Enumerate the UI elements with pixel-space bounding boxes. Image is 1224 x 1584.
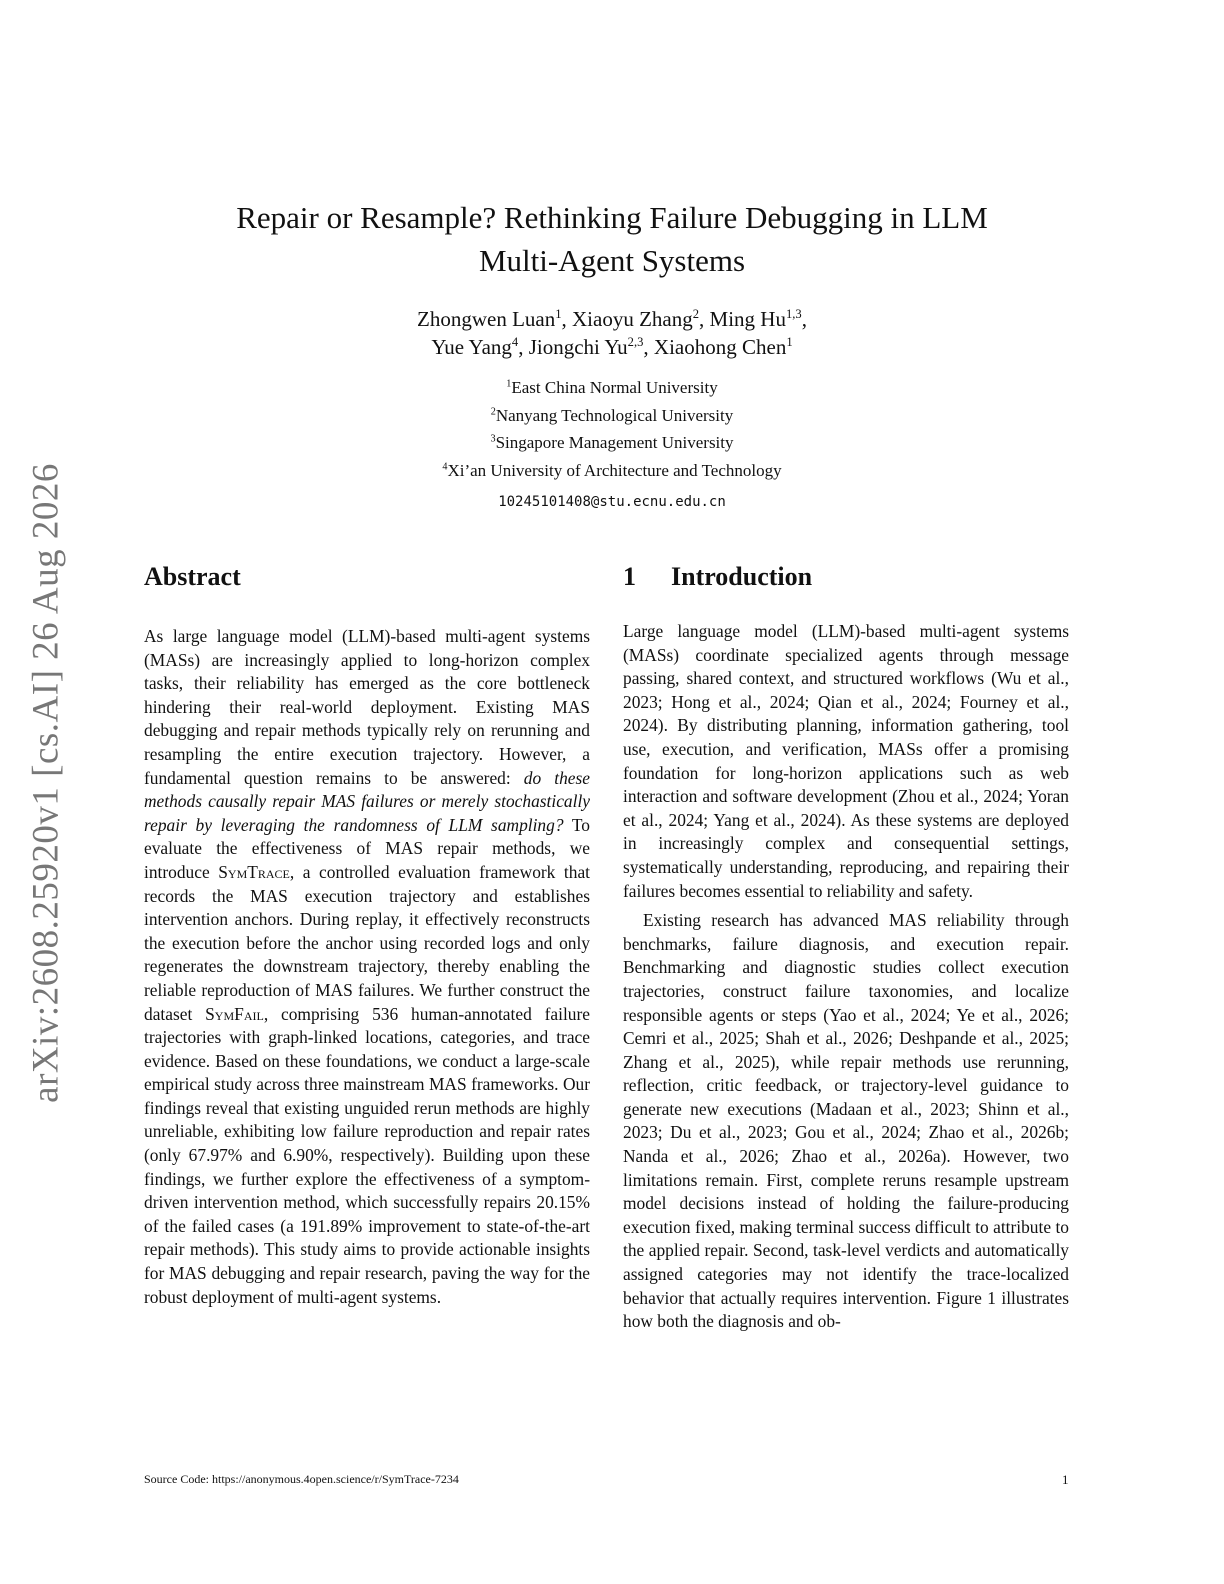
affiliation: $^3$Singapore Management University [490,433,734,452]
contact-email: 10245101408@stu.ecnu.edu.cn [498,494,726,510]
abstract-paragraph: As large language model (LLM)-based multi-agent systems (MASs) are increasingly applied to long-horizon complex tasks, their reliability has emerged as the core bottleneck hindering their real-world deployment. Existing MAS debugging and repair methods typically rely on rerunning and resampling the entire execution trajectory. However, a fundamental question remains to be answered: do these methods causally repair MAS failures or merely stochastically repair by leveraging the randomness of LLM sampling? To evaluate the effectiveness of MAS repair methods, we introduce SymTrace, a controlled evaluation framework that records the MAS execution trajectory and establishes intervention anchors. During replay, it effectively reconstructs the execution before the anchor using recorded logs and only regenerates the downstream trajectory, thereby enabling the reliable reproduction of MAS failures. We further construct the dataset SymFail, comprising 536 human-annotated failure trajectories with graph-linked locations, categories, and trace evidence. Based on these foundations, we conduct a large-scale empirical study across three mainstream MAS frameworks. Our findings reveal that existing unguided rerun methods are highly unreliable, exhibiting low failure reproduction and repair rates (only 67.97% and 6.90%, respectively). Building upon these findings, we further explore the effectiveness of a symptom-driven intervention method, which successfully repairs 20.15% of the failed cases (a 191.89% improvement to state-of-the-art repair methods). This study aims to provide actionable insights for MAS debugging and repair research, paving the way for the robust deployment of multi-agent systems. [144,626,590,1307]
affiliation-list [140,374,1084,484]
affiliation: $^4$Xi’an University of Architecture and Technology [442,460,782,480]
section-title: Introduction [671,562,813,591]
title-line-1: Repair or Resample? Rethinking Failure Debugging in LLM [236,200,988,235]
author-list [140,305,1084,361]
abstract-body [144,625,590,1309]
page-number: 1 [1062,1472,1069,1487]
symfail-name: SymFail [205,1003,264,1024]
research-question: do these methods causally repair MAS failures or merely stochastically repair by leveraging the randomness of LLM sampling? [144,767,590,835]
section-number: 1 [623,562,636,591]
source-code-footnote: Source Code: https://anonymous.4open.science/r/SymTrace-7234 [144,1472,459,1486]
introduction-heading [623,562,812,592]
author: Zhongwen Luan$^1$, [417,307,573,331]
author: Yue Yang$^4$, [431,335,529,359]
intro-paragraph-1: Large language model (LLM)-based multi-agent systems (MASs) coordinate specialized agents through message passing, shared context, and structured workflows (Wu et al., 2023; Hong et al., 2024; Qian et al., 2024; Fourney et al., 2024). By distributing planning, information gathering, tool use, execution, and verification, MASs offer a promising foundation for long-horizon applications such as web interaction and software development (Zhou et al., 2024; Yoran et al., 2024; Yang et al., 2024). As these systems are deployed in increasingly complex and consequential settings, systematically understanding, reproducing, and repairing their failures becomes essential to reliability and safety. [623,621,1069,901]
arxiv-identifier-stamp: arXiv:2608.25920v1 [cs.AI] 26 Aug 2026 [25,463,67,1103]
symtrace-name: SymTrace [218,861,290,882]
author: Ming Hu$^{1,3}$, [709,307,807,331]
paper-title [140,196,1084,282]
author: Jiongchi Yu$^{2,3}$, [528,335,654,359]
affiliation: $^1$East China Normal University [506,378,718,397]
author: Xiaohong Chen$^1$ [653,335,793,359]
author: Xiaoyu Zhang$^2$, [572,307,710,331]
title-line-2: Multi-Agent Systems [478,243,746,278]
introduction-body [623,620,1069,1334]
abstract-heading: Abstract [144,562,241,591]
affiliation: $^2$Nanyang Technological University [490,405,734,425]
intro-paragraph-2: Existing research has advanced MAS reliability through benchmarks, failure diagnosis, and execution repair. Benchmarking and diagnostic studies collect execution trajectories, construct failure taxonomies, and localize responsible agents or steps (Yao et al., 2024; Ye et al., 2026; Cemri et al., 2025; Shah et al., 2026; Deshpande et al., 2025; Zhang et al., 2025), while repair methods use rerunning, reflection, critic feedback, or trajectory-level guidance to generate new executions (Madaan et al., 2023; Shinn et al., 2023; Du et al., 2023; Gou et al., 2024; Zhao et al., 2026b; Nanda et al., 2026; Zhao et al., 2026a). However, two limitations remain. First, complete reruns resample upstream model decisions instead of holding the failure-producing execution fixed, making terminal success difficult to attribute to the applied repair. Second, task-level verdicts and automatically assigned categories may not identify the trace-localized behavior that actually requires intervention. Figure 1 illustrates how both the diagnosis and ob- [623,910,1069,1332]
